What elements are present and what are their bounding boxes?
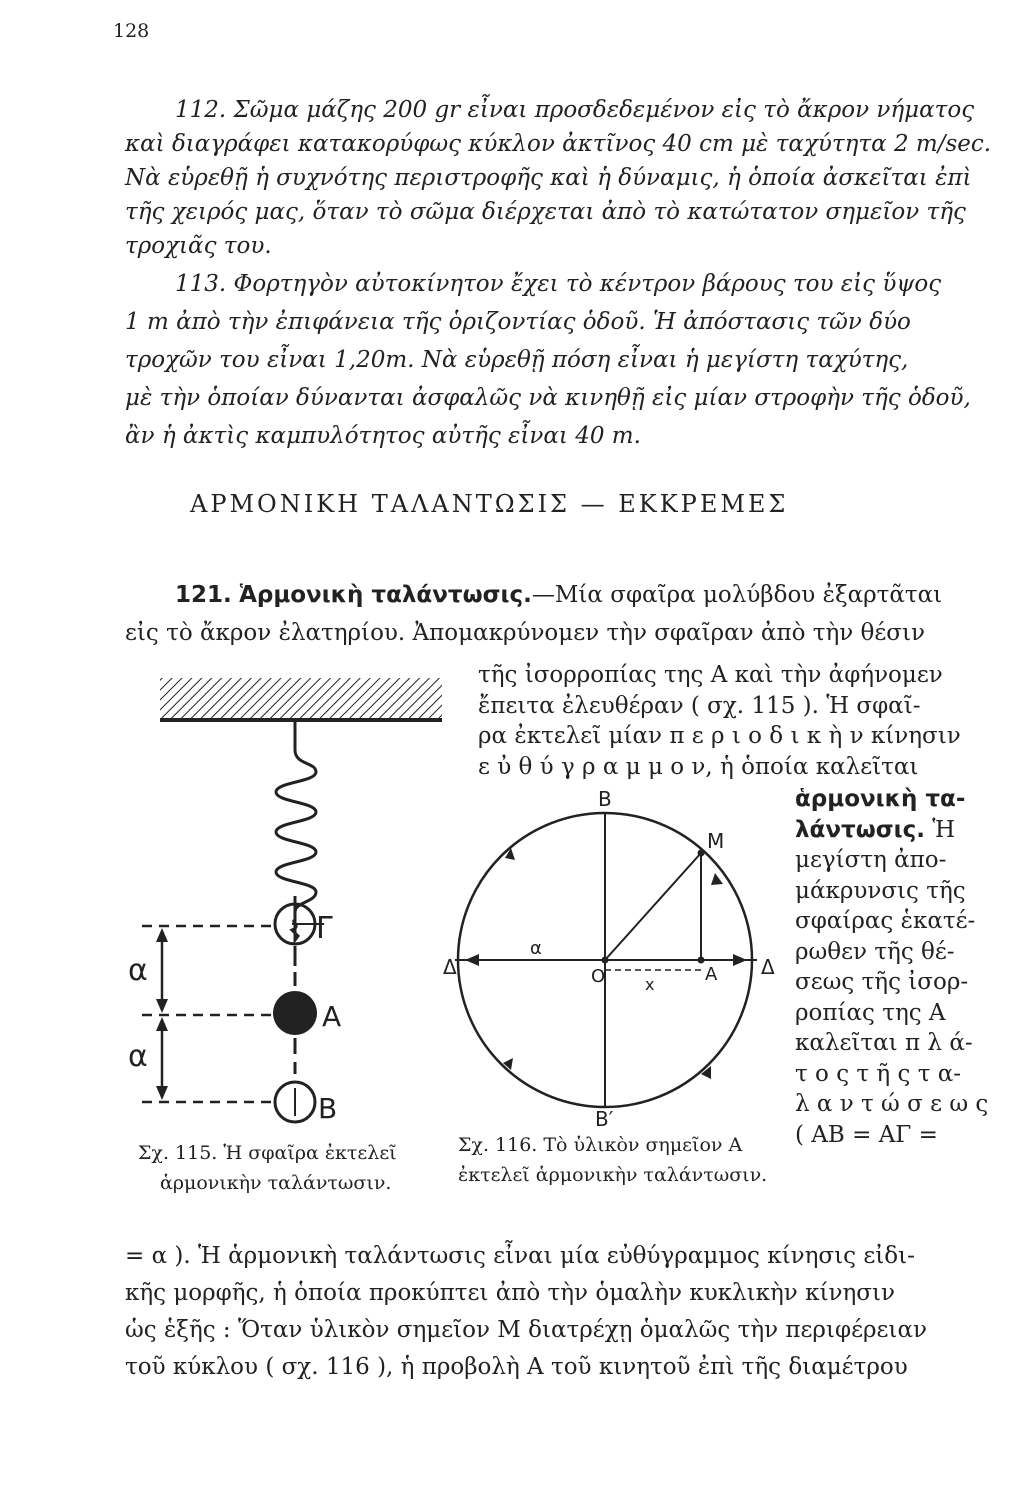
section-number: 121. [175, 582, 232, 608]
text-line: μεγίστη ἀπο- [795, 847, 947, 873]
ceiling-hatch [160, 678, 442, 720]
problem-line: 112. Σῶμα μάζης 200 gr εἶναι προσδεδεμένον εἰς τὸ ἄκρον νήματος [175, 97, 975, 123]
right-column-wide [478, 660, 988, 782]
caption-line: Σχ. 115. Ἡ σφαῖρα ἐκτελεῖ [138, 1142, 397, 1164]
label-a: A [705, 964, 718, 985]
text-line: ἔπειτα ἐλευθέραν ( σχ. 115 ). Ἡ σφαῖ- [478, 692, 921, 719]
label-x: x [645, 975, 655, 994]
text-line: ὡς ἑξῆς : Ὅταν ὑλικὸν σημεῖον Μ διατρέχῃ ὁμαλῶς τὴν περιφέρειαν [125, 1317, 927, 1343]
label-alpha: α [530, 938, 542, 959]
para-121-line1 [175, 582, 942, 608]
para-121-bottom [125, 1238, 927, 1386]
text-line: ε ὐ θ ύ γ ρ α μ μ ο ν, ἡ ὁποία καλεῖται [478, 753, 919, 780]
text-line: μάκρυνσις τῆς [795, 877, 966, 904]
text-line: τῆς ἰσορροπίας της Α καὶ τὴν ἀφήνομεν [478, 662, 943, 688]
caption-line: ἁρμονικὴν ταλάντωσιν. [160, 1172, 392, 1194]
text-line: τοῦ κύκλου ( σχ. 116 ), ἡ προβολὴ Α τοῦ κινητοῦ ἐπὶ τῆς διαμέτρου [125, 1354, 908, 1380]
problem-line: 1 m ἀπὸ τὴν ἐπιφάνεια τῆς ὁριζοντίας ὁδοῦ. Ἡ ἀπόστασις τῶν δύο [125, 309, 911, 335]
label-b: B [598, 787, 612, 811]
text-line: κῆς μορφῆς, ἡ ὁποία προκύπτει ἀπὸ τὴν ὁμαλὴν κυκλικὴν κίνησιν [125, 1280, 895, 1306]
text-line: ( ΑΒ = ΑΓ = [795, 1121, 938, 1148]
text-line: τ ο ς τ ῆ ς τ α- [795, 1060, 962, 1087]
text-run: —Μία σφαῖρα μολύβδου ἐξαρτᾶται [531, 582, 943, 608]
text-line: καλεῖται π λ ά- [795, 1030, 973, 1056]
text-line: = α ). Ἡ ἁρμονικὴ ταλάντωσις εἶναι μία εὐθύγραμμος κίνησις εἰδι- [125, 1243, 915, 1269]
label-b-prime: B′ [595, 1107, 614, 1131]
point-a [698, 957, 705, 964]
problem-line: μὲ τὴν ὁποίαν δύνανται ἀσφαλῶς νὰ κινηθῇ εἰς μίαν στροφὴν τῆς ὁδοῦ, [125, 385, 971, 411]
figure-115-caption [138, 1138, 397, 1198]
problem-line: τροχῶν του εἶναι 1,20m. Νὰ εὑρεθῇ πόση εἶναι ἡ μεγίστη ταχύτης, [125, 347, 909, 373]
text-line: ρωθεν τῆς θέ- [795, 938, 955, 965]
section-title: Ἁρμονικὴ ταλάντωσις. [239, 582, 532, 608]
label-a-point: A [322, 1000, 342, 1033]
label-alpha-top: α [128, 953, 148, 988]
problem-line: τῆς χειρός μας, ὅταν τὸ σῶμα διέρχεται ἀπὸ τὸ κατώτατον σημεῖον τῆς [125, 199, 966, 225]
problem-line: Νὰ εὑρεθῇ ἡ συχνότης περιστροφῆς καὶ ἡ δύναμις, ἡ ὁποία ἀσκεῖται ἐπὶ [125, 165, 972, 191]
section-heading: ΑΡΜΟΝΙΚΗ ΤΑΛΑΝΤΩΣΙΣ — ΕΚΚΡΕΜΕΣ [190, 490, 789, 518]
point-o [602, 957, 609, 964]
para-121-line2: εἰς τὸ ἄκρον ἐλατηρίου. Ἀπομακρύνομεν τὴν σφαῖραν ἀπὸ τὴν θέσιν [125, 620, 926, 646]
label-d-prime: Δ′ [443, 955, 462, 979]
problem-112 [125, 93, 991, 263]
term-text: λάντωσις. [795, 816, 925, 843]
label-o: O [591, 966, 606, 987]
problem-line: 113. Φορτηγὸν αὐτοκίνητον ἔχει τὸ κέντρον βάρους του εἰς ὕψος [175, 271, 942, 297]
text-run: Ἡ [924, 816, 956, 843]
text-line: σεως τῆς ἰσορ- [795, 969, 969, 995]
problem-line: ἂν ἡ ἀκτὶς καμπυλότητος αὐτῆς εἶναι 40 m. [125, 423, 641, 449]
problem-line: τροχιᾶς του. [125, 233, 272, 259]
text-line: ἁρμονικὴ τα- [795, 786, 966, 812]
caption-line: Σχ. 116. Τὸ ὑλικὸν σημεῖον Α [458, 1134, 743, 1156]
label-d: Δ [761, 955, 775, 979]
point-m [698, 850, 705, 857]
label-b-point: B [318, 1092, 338, 1125]
figure-116-circle [443, 787, 785, 1131]
problem-line: καὶ διαγράφει κατακορύφως κύκλον ἀκτῖνος 40 cm μὲ ταχύτητα 2 m/sec. [125, 131, 992, 157]
page-number: 128 [113, 20, 150, 42]
label-alpha-bottom: α [128, 1039, 148, 1074]
problem-113 [125, 265, 971, 455]
right-column-narrow [795, 784, 995, 1150]
label-m: M [707, 829, 725, 853]
text-line: ροπίας της Α [795, 999, 946, 1026]
text-line: σφαίρας ἑκατέ- [795, 908, 976, 934]
text-line: λ α ν τ ώ σ ε ω ς [795, 1091, 989, 1117]
figure-116-caption [458, 1130, 767, 1190]
caption-line: ἐκτελεῖ ἁρμονικὴν ταλάντωσιν. [458, 1164, 768, 1186]
sphere-a [273, 991, 317, 1035]
radius-om [605, 853, 701, 960]
text-line: ρα ἐκτελεῖ μίαν π ε ρ ι ο δ ι κ ὴ ν κίνησιν [478, 723, 961, 749]
label-gamma: Γ [316, 911, 333, 946]
figure-115-spring [120, 670, 450, 1140]
